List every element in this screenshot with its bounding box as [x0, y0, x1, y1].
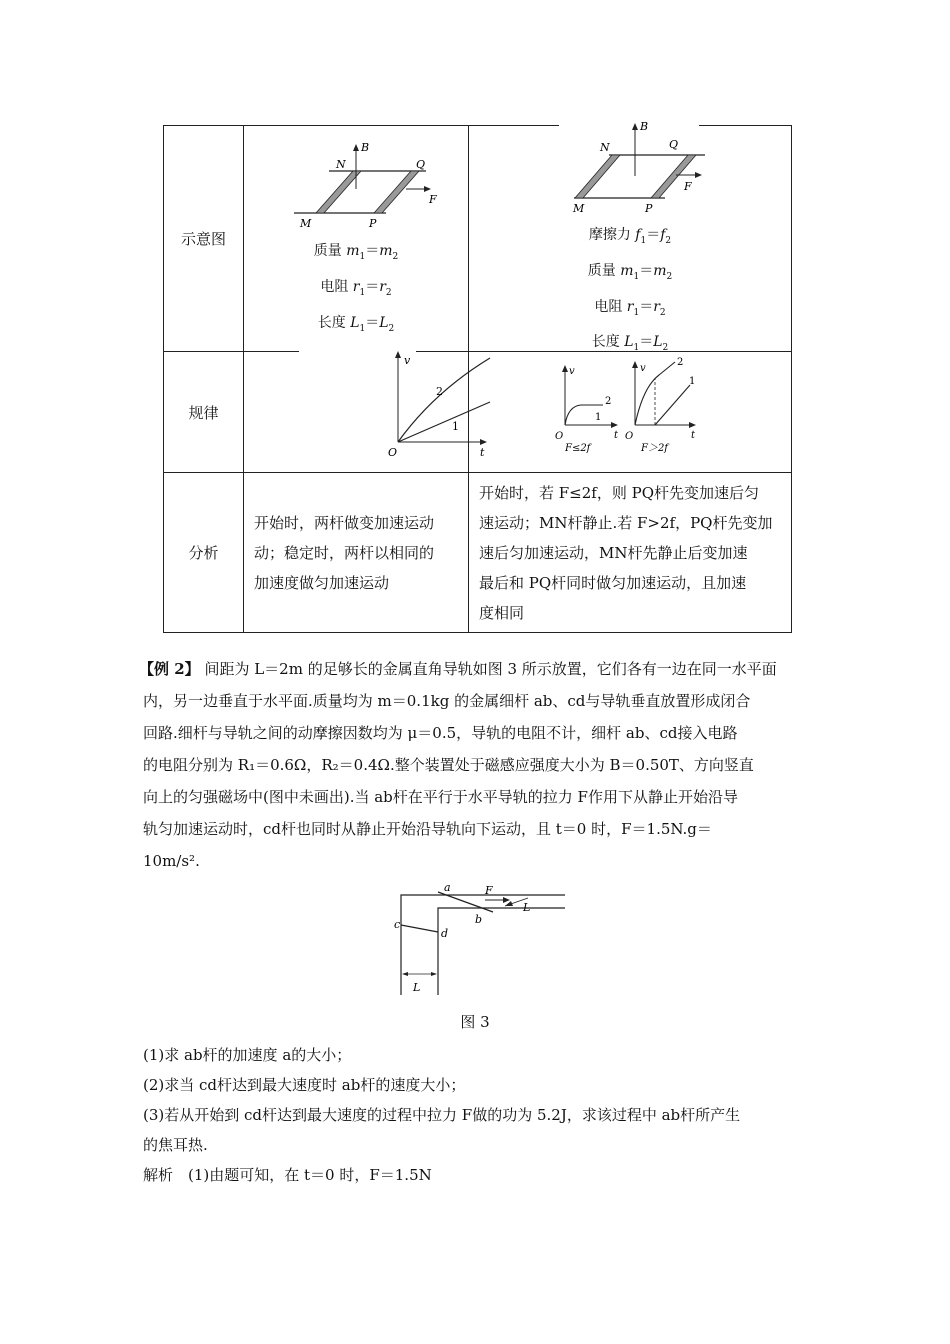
vt-graph-equal: [244, 352, 485, 472]
fig-label-L-top: L: [523, 901, 531, 914]
fig-label-F: F: [485, 884, 493, 897]
label-M: M: [300, 217, 312, 230]
figure-3-rails: [393, 880, 563, 1000]
row-label-analysis: 分析: [164, 473, 244, 633]
question-1: (1)求 ab杆的加速度 a的大小；: [143, 1046, 352, 1064]
question-3: (3)若从开始到 cd杆达到最大速度的过程中拉力 F做的功为 5.2J，求该过程中 ab杆所产生: [143, 1106, 741, 1124]
col1-graph-cell: [244, 352, 485, 473]
example-line-2: 内，另一边垂直于水平面.质量均为 m＝0.1kg 的金属细杆 ab、cd与导轨垂直放置形成闭合: [143, 692, 751, 710]
curve-2-label: 2: [436, 385, 443, 398]
caption-resistance: 电阻 $r_1=r_2$: [320, 278, 392, 298]
label-M: M: [573, 202, 585, 215]
label-P: P: [645, 202, 653, 215]
solution-start: 解析 (1)由题可知，在 t＝0 时，F＝1.5N: [143, 1166, 432, 1184]
fig-label-b: b: [475, 913, 483, 926]
axis-v-label: v: [404, 354, 411, 367]
label-N: N: [336, 158, 346, 171]
rail-diagram-equal: [244, 131, 468, 241]
label-F: F: [429, 193, 437, 206]
fig-label-c: c: [394, 918, 401, 931]
large-origin: O: [625, 431, 634, 442]
caption-resistance: 电阻 $r_1=r_2$: [594, 298, 666, 318]
row-label-pattern: 规律: [164, 352, 244, 473]
large-axis-v: v: [640, 363, 646, 374]
row-label-diagram: 示意图: [164, 126, 244, 352]
example-line-4: 的电阻分别为 R₁＝0.6Ω，R₂＝0.4Ω.整个装置处于磁感应强度大小为 B＝0.50T、方向竖直: [143, 756, 754, 774]
label-Q: Q: [669, 138, 679, 151]
label-B: B: [361, 141, 370, 154]
large-curve-1: 1: [689, 376, 696, 387]
label-B: B: [640, 120, 649, 133]
cond-large: F＞2f: [641, 443, 669, 454]
col1-analysis-cell: [244, 473, 469, 633]
example-2: [139, 653, 815, 877]
label-N: N: [600, 141, 610, 154]
curve-1-label: 1: [452, 420, 459, 433]
rail-diagram-friction: [469, 118, 791, 218]
col2-captions: [469, 220, 791, 363]
figure-caption: 图 3: [460, 1013, 490, 1031]
example-line-6: 轨匀加速运动时，cd杆也同时从静止开始沿导轨向下运动，且 t＝0 时，F＝1.5N.g＝: [143, 820, 712, 838]
caption-friction: 摩擦力 $f_1=f_2$: [588, 227, 672, 246]
col2-analysis-cell: [469, 473, 792, 633]
caption-mass: 质量 $m_1=m_2$: [313, 243, 399, 262]
col1-analysis: 开始时，两杆做变加速运动 动；稳定时，两杆以相同的 加速度做匀加速运动: [254, 513, 435, 592]
col1-captions: [244, 236, 468, 343]
col2-diagram-cell: [469, 120, 792, 354]
label-P: P: [369, 217, 377, 230]
large-axis-t: t: [691, 430, 696, 441]
fig-label-d: d: [441, 927, 449, 940]
label-Q: Q: [416, 158, 426, 171]
cond-small: F≤2f: [565, 443, 591, 454]
example-tag: 【例 2】: [139, 660, 200, 678]
origin-label: O: [388, 446, 398, 459]
axis-t-label: t: [480, 446, 485, 459]
example-line-3: 回路.细杆与导轨之间的动摩擦因数均为 μ＝0.5，导轨的电阻不计，细杆 ab、cd接入电路: [143, 724, 738, 742]
caption-length: 长度 $L_1=L_2$: [317, 314, 395, 334]
fig-label-a: a: [444, 881, 451, 894]
small-axis-t: t: [614, 430, 619, 441]
example-line-7: 10m/s².: [143, 852, 200, 870]
col2-graph-cell: [469, 352, 792, 473]
caption-length: 长度 $L_1=L_2$: [591, 334, 669, 354]
caption-mass: 质量 $m_1=m_2$: [587, 262, 673, 282]
label-F: F: [684, 180, 692, 193]
question-3-cont: 的焦耳热.: [143, 1136, 208, 1154]
small-axis-v: v: [569, 366, 575, 377]
example-line-5: 向上的匀强磁场中(图中未画出).当 ab杆在平行于水平导轨的拉力 F作用下从静止开始沿导: [143, 788, 738, 806]
small-curve-1: 1: [595, 412, 602, 423]
question-2: (2)求当 cd杆达到最大速度时 ab杆的速度大小；: [143, 1076, 466, 1094]
small-curve-2: 2: [605, 396, 612, 407]
col1-diagram-cell: [244, 126, 469, 352]
small-origin: O: [555, 431, 564, 442]
large-curve-2: 2: [677, 357, 684, 368]
fig-label-L-bottom: L: [413, 981, 421, 994]
questions: [143, 1040, 823, 1190]
example-line-1: 【例 2】 间距为 L＝2m 的足够长的金属直角导轨如图 3 所示放置，它们各有一边在同一水平面: [139, 660, 777, 678]
comparison-table: [163, 120, 792, 633]
col2-analysis: 开始时，若 F≤2f，则 PQ杆先变加速后匀 速运动；MN杆静止.若 F>2f，PQ杆先变加 速后匀加速运动，MN杆先静止后变加速 最后和 PQ杆同时做匀加速运动，且加速 度相同: [479, 483, 773, 622]
vt-graphs-friction: [469, 352, 791, 472]
